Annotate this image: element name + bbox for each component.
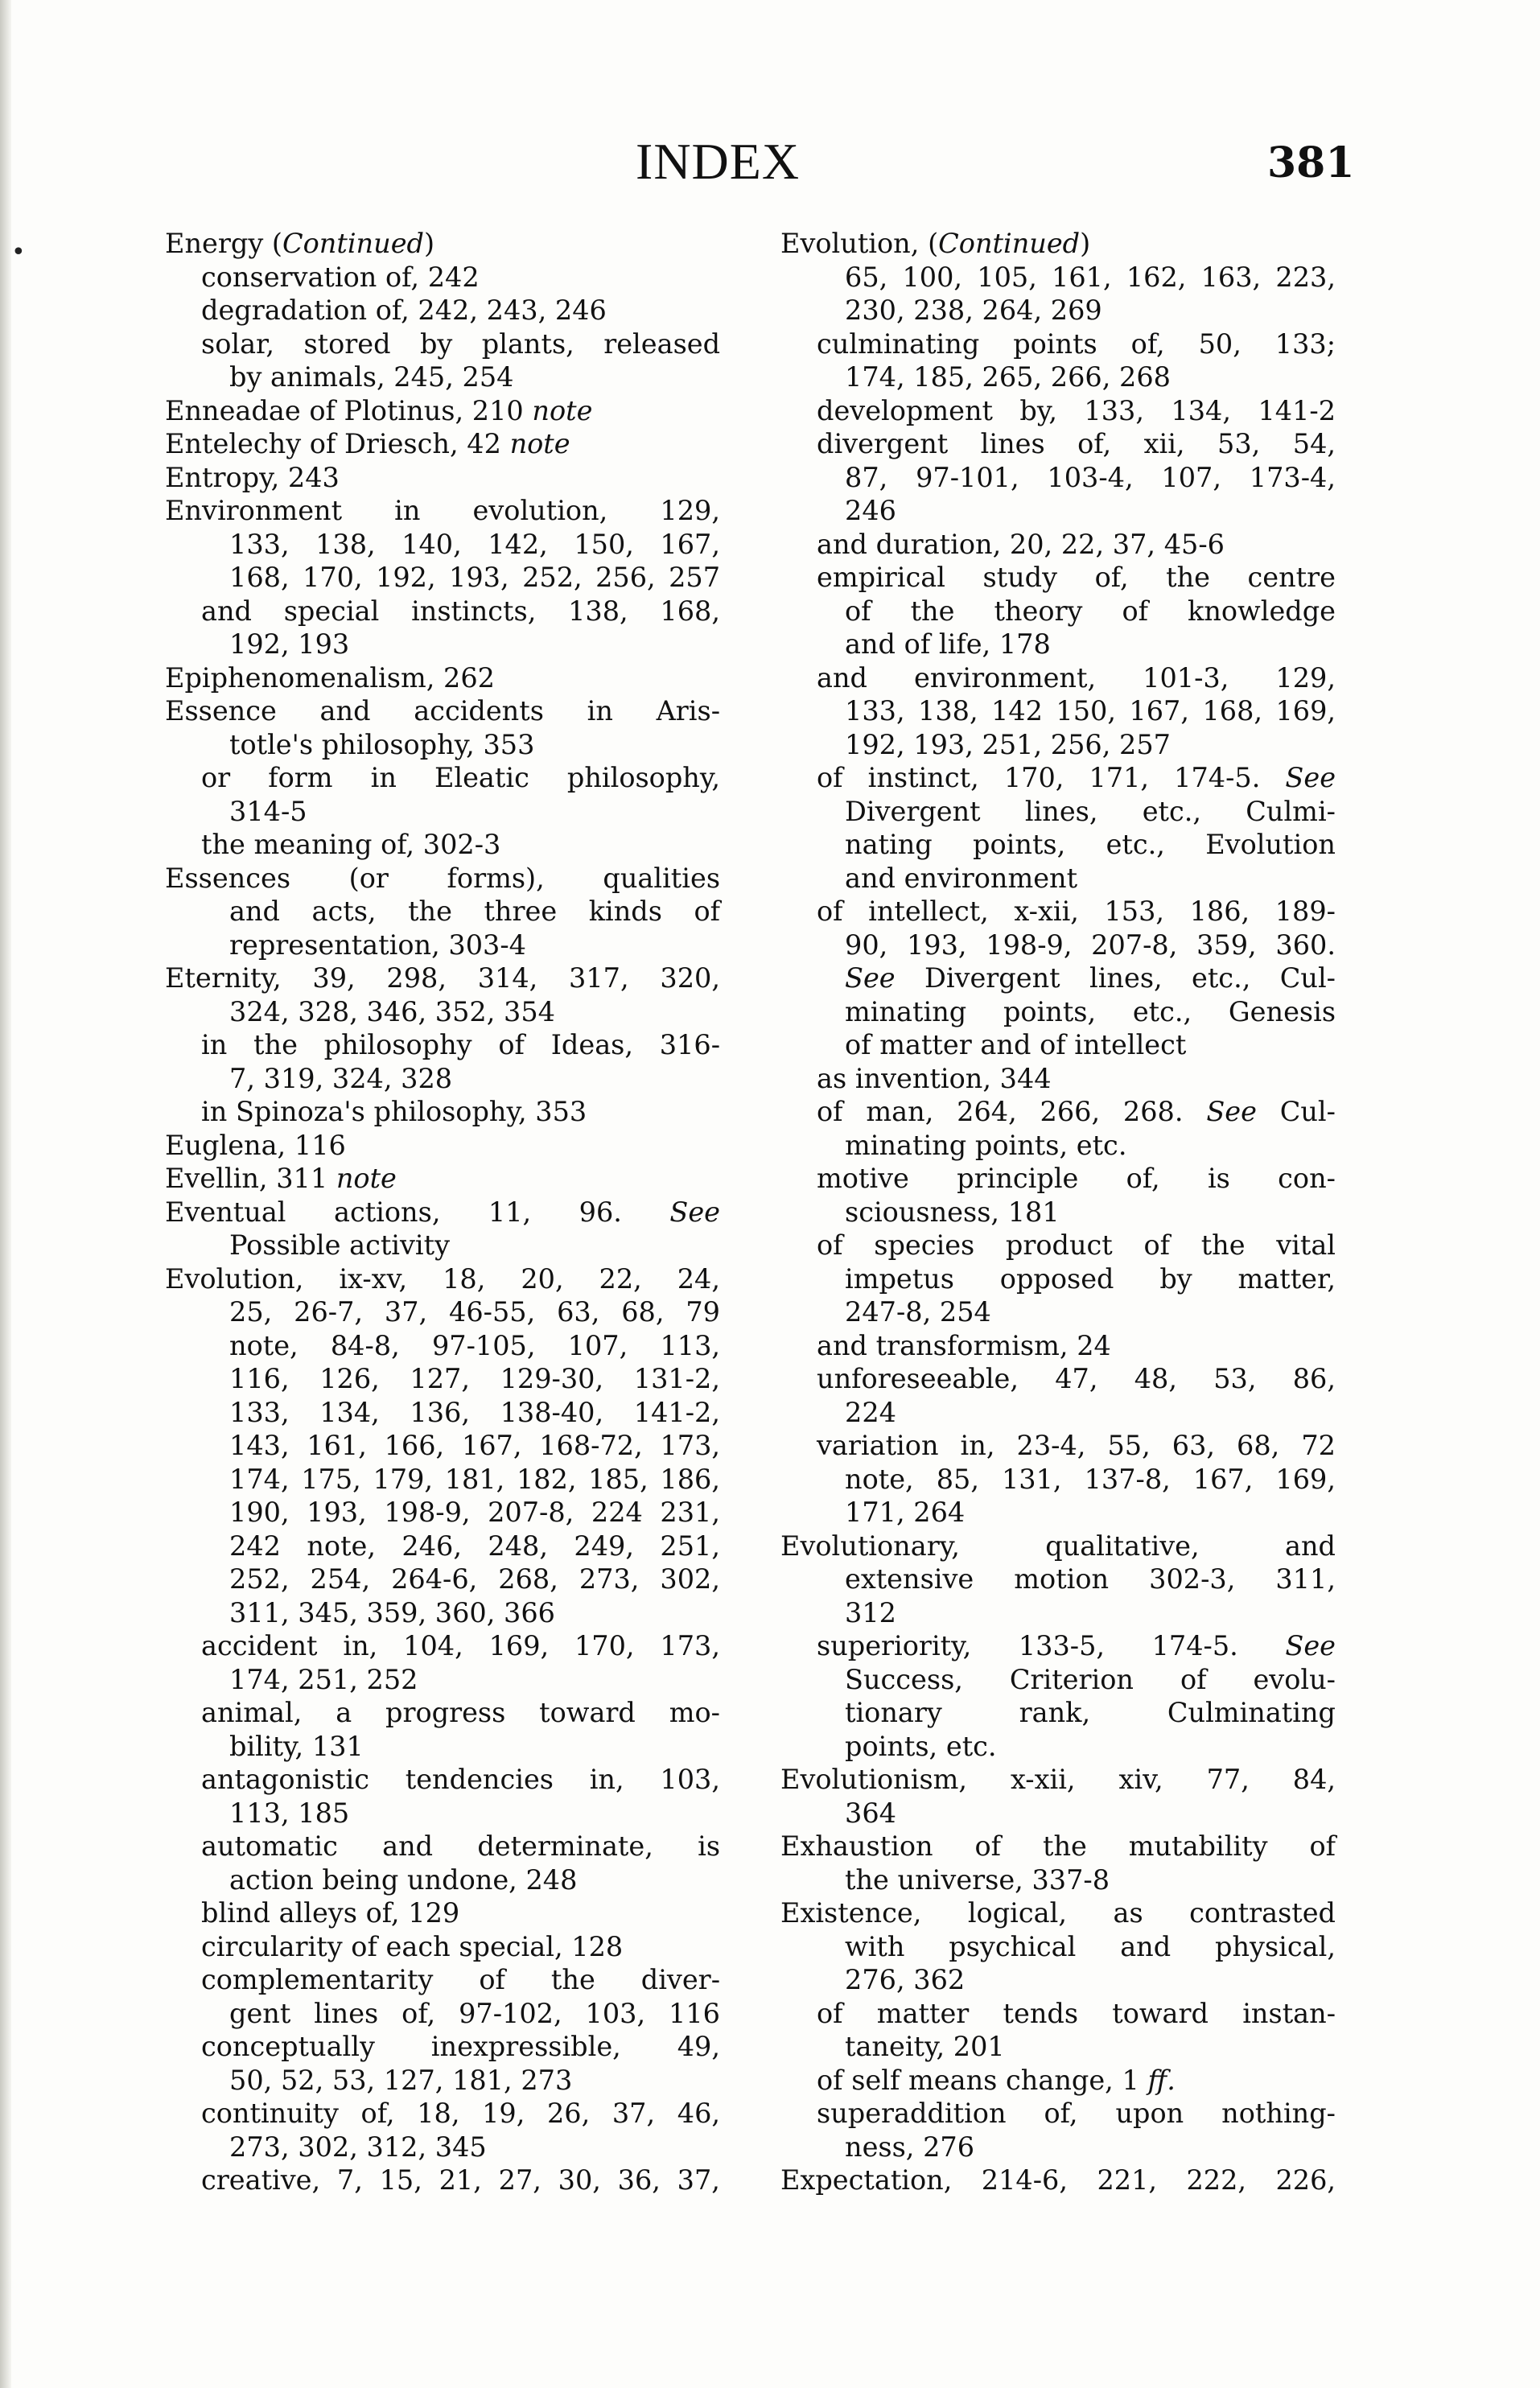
index-line: Entropy, 243 bbox=[165, 461, 340, 493]
index-line: 174, 251, 252 bbox=[229, 1663, 418, 1695]
index-line: blind alleys of, 129 bbox=[201, 1897, 460, 1929]
index-line: culminating points of, 50, 133; bbox=[817, 327, 1336, 360]
index-line: 143, 161, 166, 167, 168-72, 173, bbox=[229, 1430, 721, 1461]
index-line: 87, 97-101, 103-4, 107, 173-4, bbox=[845, 461, 1336, 493]
index-line: degradation of, 242, 243, 246 bbox=[201, 294, 607, 326]
index-line: of self means change, 1 ff. bbox=[817, 2064, 1176, 2096]
index-line: Euglena, 116 bbox=[165, 1129, 346, 1161]
index-line: creative, 7, 15, 21, 27, 30, 36, 37, bbox=[201, 2164, 720, 2196]
index-line: of man, 264, 266, 268. See Cul- bbox=[817, 1096, 1336, 1127]
index-line: 168, 170, 192, 193, 252, 256, 257 bbox=[229, 562, 721, 593]
index-line: superaddition of, upon nothing- bbox=[817, 2098, 1336, 2129]
index-line: and duration, 20, 22, 37, 45-6 bbox=[817, 528, 1225, 560]
index-line: 133, 134, 136, 138-40, 141-2, bbox=[229, 1396, 720, 1428]
index-line: 116, 126, 127, 129-30, 131-2, bbox=[229, 1363, 720, 1394]
index-line: 50, 52, 53, 127, 181, 273 bbox=[229, 2064, 573, 2096]
index-line: 25, 26-7, 37, 46-55, 63, 68, 79 bbox=[229, 1296, 720, 1328]
index-line: 247-8, 254 bbox=[845, 1296, 991, 1328]
index-line: Divergent lines, etc., Culmi- bbox=[845, 795, 1336, 827]
index-line: and of life, 178 bbox=[845, 628, 1051, 660]
index-line: divergent lines of, xii, 53, 54, bbox=[817, 428, 1336, 459]
index-line: Energy (Continued) bbox=[165, 228, 435, 259]
index-line: tionary rank, Culminating bbox=[845, 1697, 1336, 1728]
index-line: 252, 254, 264-6, 268, 273, 302, bbox=[229, 1563, 720, 1595]
index-line: extensive motion 302-3, 311, bbox=[845, 1563, 1336, 1595]
index-line: Essences (or forms), qualities bbox=[165, 862, 721, 894]
index-line: 246 bbox=[845, 495, 896, 526]
index-line: as invention, 344 bbox=[817, 1062, 1052, 1094]
index-line: 133, 138, 142 150, 167, 168, 169, bbox=[845, 695, 1336, 727]
index-line: circularity of each special, 128 bbox=[201, 1930, 624, 1962]
index-line: of species product of the vital bbox=[817, 1229, 1336, 1261]
page-edge-shadow bbox=[0, 0, 11, 2388]
index-line: Enneadae of Plotinus, 210 note bbox=[165, 394, 593, 426]
index-line: of the theory of knowledge bbox=[845, 595, 1336, 627]
running-head bbox=[0, 132, 1540, 188]
index-line: with psychical and physical, bbox=[845, 1930, 1336, 1962]
margin-mark: • bbox=[11, 238, 26, 266]
index-line: Evolutionism, x-xii, xiv, 77, 84, bbox=[780, 1764, 1336, 1795]
index-line: Entelechy of Driesch, 42 note bbox=[165, 428, 570, 459]
index-line: Evellin, 311 note bbox=[165, 1163, 397, 1194]
index-line: action being undone, 248 bbox=[229, 1863, 578, 1896]
index-line: Epiphenomenalism, 262 bbox=[165, 661, 495, 694]
index-line: 312 bbox=[845, 1596, 896, 1628]
index-line: accident in, 104, 169, 170, 173, bbox=[201, 1630, 720, 1661]
index-line: nating points, etc., Evolution bbox=[845, 829, 1336, 860]
index-line: 192, 193, 251, 256, 257 bbox=[845, 728, 1171, 760]
index-line: 171, 264 bbox=[845, 1497, 966, 1528]
index-line: 273, 302, 312, 345 bbox=[229, 2131, 487, 2163]
index-line: ness, 276 bbox=[845, 2131, 975, 2163]
index-line: and acts, the three kinds of bbox=[229, 896, 721, 927]
index-line: 133, 138, 140, 142, 150, 167, bbox=[229, 528, 720, 560]
index-line: superiority, 133-5, 174-5. See bbox=[817, 1630, 1336, 1661]
index-line: sciousness, 181 bbox=[845, 1196, 1060, 1228]
index-line: or form in Eleatic philosophy, bbox=[201, 762, 720, 793]
index-line: 314-5 bbox=[229, 795, 307, 827]
index-line: bility, 131 bbox=[229, 1730, 364, 1762]
index-line: representation, 303-4 bbox=[229, 928, 526, 961]
index-column-right bbox=[780, 227, 1344, 2197]
page-number: 381 bbox=[1267, 138, 1355, 187]
index-line: the meaning of, 302-3 bbox=[201, 829, 501, 860]
index-column-left bbox=[165, 227, 728, 2197]
index-line: 242 note, 246, 248, 249, 251, bbox=[229, 1530, 720, 1562]
index-line: continuity of, 18, 19, 26, 37, 46, bbox=[201, 2098, 721, 2129]
index-line: Essence and accidents in Aris- bbox=[165, 695, 721, 727]
index-line: motive principle of, is con- bbox=[817, 1163, 1336, 1194]
index-line: complementarity of the diver- bbox=[201, 1964, 721, 1995]
index-line: Exhaustion of the mutability of bbox=[780, 1830, 1336, 1862]
index-line: gent lines of, 97-102, 103, 116 bbox=[229, 1997, 720, 2029]
index-line: Eternity, 39, 298, 314, 317, 320, bbox=[165, 962, 720, 994]
index-line: totle's philosophy, 353 bbox=[229, 728, 535, 760]
index-line: development by, 133, 134, 141-2 bbox=[817, 394, 1336, 426]
index-line: Evolution, ix-xv, 18, 20, 22, 24, bbox=[165, 1262, 720, 1295]
index-line: Possible activity bbox=[229, 1229, 451, 1261]
index-line: 65, 100, 105, 161, 162, 163, 223, bbox=[845, 261, 1336, 293]
index-line: and environment bbox=[845, 862, 1078, 894]
index-line: taneity, 201 bbox=[845, 2031, 1005, 2062]
index-line: 7, 319, 324, 328 bbox=[229, 1062, 453, 1094]
index-line: Evolution, (Continued) bbox=[780, 228, 1091, 259]
index-line: and environment, 101-3, 129, bbox=[817, 661, 1336, 694]
index-line: Existence, logical, as contrasted bbox=[780, 1897, 1336, 1929]
index-line: by animals, 245, 254 bbox=[229, 361, 514, 393]
index-line: of intellect, x-xii, 153, 186, 189- bbox=[817, 896, 1336, 927]
index-line: note, 84-8, 97-105, 107, 113, bbox=[229, 1329, 721, 1361]
index-line: minating points, etc., Genesis bbox=[845, 995, 1336, 1027]
index-line: See Divergent lines, etc., Cul- bbox=[845, 962, 1336, 994]
index-line: in the philosophy of Ideas, 316- bbox=[201, 1029, 721, 1060]
index-line: and transformism, 24 bbox=[817, 1329, 1111, 1361]
index-line: Success, Criterion of evolu- bbox=[845, 1663, 1336, 1695]
index-line: solar, stored by plants, released bbox=[201, 327, 721, 360]
index-line: of matter and of intellect bbox=[845, 1029, 1187, 1060]
index-line: of instinct, 170, 171, 174-5. See bbox=[817, 762, 1336, 793]
index-line: animal, a progress toward mo- bbox=[201, 1697, 720, 1728]
index-line: Evolutionary, qualitative, and bbox=[780, 1530, 1336, 1562]
index-line: the universe, 337-8 bbox=[845, 1863, 1110, 1896]
index-line: antagonistic tendencies in, 103, bbox=[201, 1764, 721, 1795]
index-line: impetus opposed by matter, bbox=[845, 1262, 1336, 1295]
index-line: 224 bbox=[845, 1396, 896, 1428]
index-line: minating points, etc. bbox=[845, 1129, 1127, 1161]
index-line: 192, 193 bbox=[229, 628, 350, 660]
index-line: 174, 175, 179, 181, 182, 185, 186, bbox=[229, 1463, 720, 1495]
index-line: empirical study of, the centre bbox=[817, 562, 1336, 593]
index-line: 311, 345, 359, 360, 366 bbox=[229, 1596, 555, 1628]
index-line: and special instincts, 138, 168, bbox=[201, 595, 720, 627]
index-line: 364 bbox=[845, 1797, 896, 1829]
index-line: in Spinoza's philosophy, 353 bbox=[201, 1096, 587, 1127]
index-line: 276, 362 bbox=[845, 1964, 966, 1995]
index-line: 230, 238, 264, 269 bbox=[845, 294, 1102, 326]
index-line: 324, 328, 346, 352, 354 bbox=[229, 995, 555, 1027]
index-line: note, 85, 131, 137-8, 167, 169, bbox=[845, 1463, 1336, 1495]
index-line: 113, 185 bbox=[229, 1797, 350, 1829]
index-line: 190, 193, 198-9, 207-8, 224 231, bbox=[229, 1497, 721, 1528]
index-line: conceptually inexpressible, 49, bbox=[201, 2031, 720, 2062]
index-line: Expectation, 214-6, 221, 222, 226, bbox=[780, 2164, 1336, 2196]
index-line: variation in, 23-4, 55, 63, 68, 72 bbox=[817, 1430, 1336, 1461]
index-line: 174, 185, 265, 266, 268 bbox=[845, 361, 1171, 393]
index-line: 90, 193, 198-9, 207-8, 359, 360. bbox=[845, 928, 1336, 961]
index-line: unforeseeable, 47, 48, 53, 86, bbox=[817, 1363, 1336, 1394]
index-line: conservation of, 242 bbox=[201, 261, 480, 293]
index-line: of matter tends toward instan- bbox=[817, 1997, 1336, 2029]
index-line: Environment in evolution, 129, bbox=[165, 495, 721, 526]
page-title: INDEX bbox=[636, 133, 801, 190]
index-line: automatic and determinate, is bbox=[201, 1830, 721, 1862]
index-line: Eventual actions, 11, 96. See bbox=[165, 1196, 720, 1228]
index-line: points, etc. bbox=[845, 1730, 997, 1762]
